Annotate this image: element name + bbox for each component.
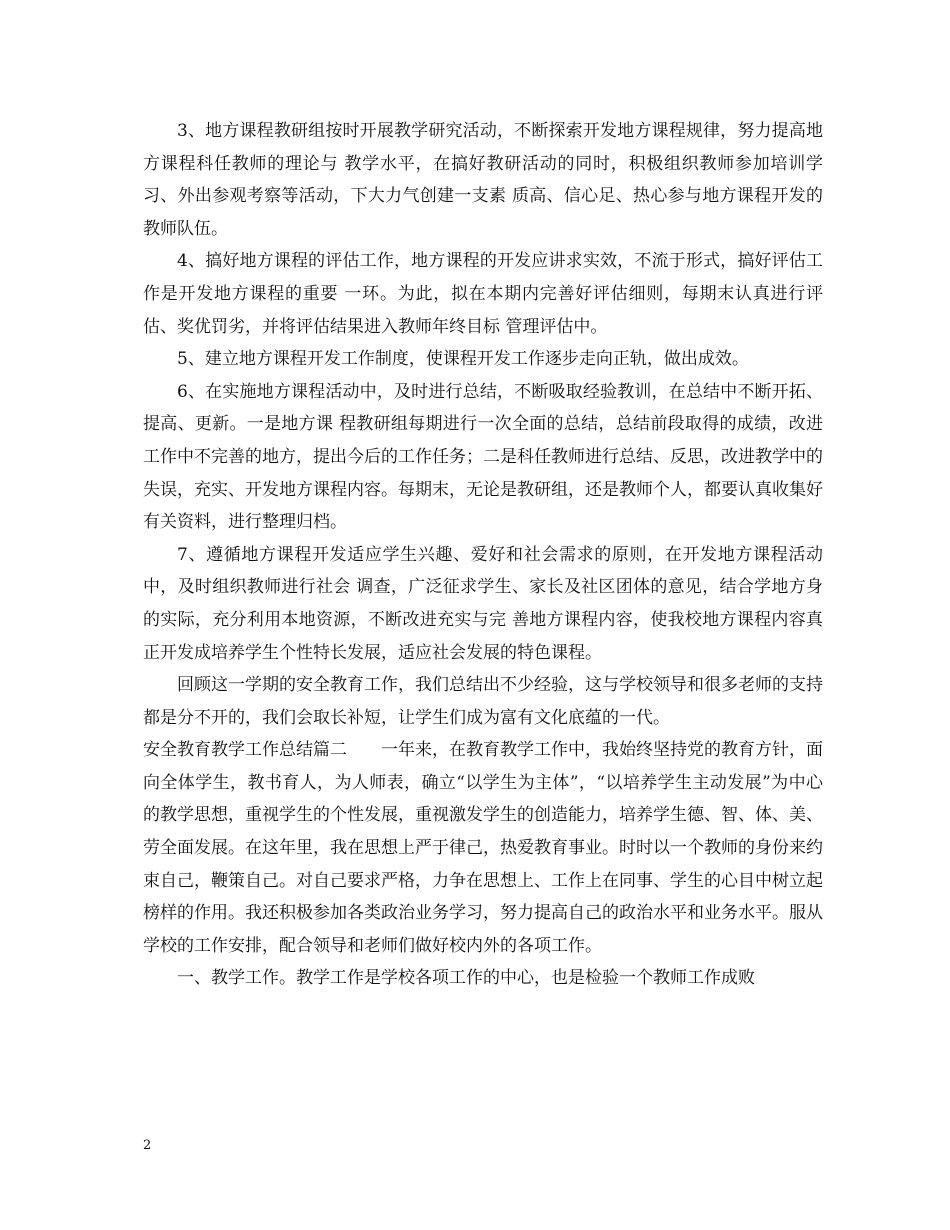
- paragraph-review: 回顾这一学期的安全教育工作，我们总结出不少经验，这与学校领导和很多老师的支持都是分不开的，我们会取长补短，让学生们成为富有文化底蕴的一代。: [143, 675, 823, 728]
- document-body: [143, 115, 823, 995]
- paragraph-item-5: 5、建立地方课程开发工作制度，使课程开发工作逐步走向正轨，做出成效。: [177, 349, 749, 370]
- paragraph-item-7: 7、遵循地方课程开发适应学生兴趣、爱好和社会需求的原则，在开发地方课程活动中，及时组织教师进行社会 调查，广泛征求学生、家长及社区团体的意见，结合学地方身的实际，充分利用本地资源，不断改进充实与完 善地方课程内容，使我校地方课程内容真正开发成培养学生个性特长发展，适应社会发展的特色课程。: [143, 544, 823, 663]
- paragraph-teaching-work: 一、教学工作。教学工作是学校各项工作的中心，也是检验一个教师工作成败: [177, 968, 755, 989]
- page-number: 2: [143, 1138, 152, 1153]
- paragraph-item-4: 4、搞好地方课程的评估工作，地方课程的开发应讲求实效，不流于形式，搞好评估工作是开发地方课程的重要 一环。为此，拟在本期内完善好评估细则，每期末认真进行评估、奖优罚劣，并将评估结果进入教师年终目标 管理评估中。: [143, 251, 823, 337]
- paragraph-item-3: 3、地方课程教研组按时开展教学研究活动，不断探索开发地方课程规律，努力提高地方课程科任教师的理论与 教学水平，在搞好教研活动的同时，积极组织教师参加培训学习、外出参观考察等活动，下大力气创建一支素 质高、信心足、热心参与地方课程开发的教师队伍。: [143, 121, 823, 239]
- section-two-paragraph: [143, 734, 823, 962]
- paragraph-item-6: 6、在实施地方课程活动中，及时进行总结，不断吸取经验教训，在总结中不断开拓、提高、更新。一是地方课 程教研组每期进行一次全面的总结，总结前段取得的成绩，改进工作中不完善的地方，提出今后的工作任务；二是科任教师进行总结、反思，改进教学中的失误，充实、开发地方课程内容。每期末，无论是教研组，还是教师个人，都要认真收集好有关资料，进行整理归档。: [143, 381, 823, 533]
- section-heading: 安全教育教学工作总结篇二: [143, 740, 347, 761]
- section-body: 一年来，在教育教学工作中，我始终坚持党的教育方针，面向全体学生，教书育人，为人师表，确立“以学生为主体”，“以培养学生主动发展”为中心的教学思想，重视学生的个性发展，重视激发学生的创造能力，培养学生德、智、体、美、劳全面发展。在这年里，我在思想上严于律己，热爱教育事业。时时以一个教师的身份来约束自己，鞭策自己。对自己要求严格，力争在思想上、工作上在同事、学生的心目中树立起榜样的作用。我还积极参加各类政治业务学习，努力提高自己的政治水平和业务水平。服从学校的工作安排，配合领导和老师们做好校内外的各项工作。: [143, 740, 823, 956]
